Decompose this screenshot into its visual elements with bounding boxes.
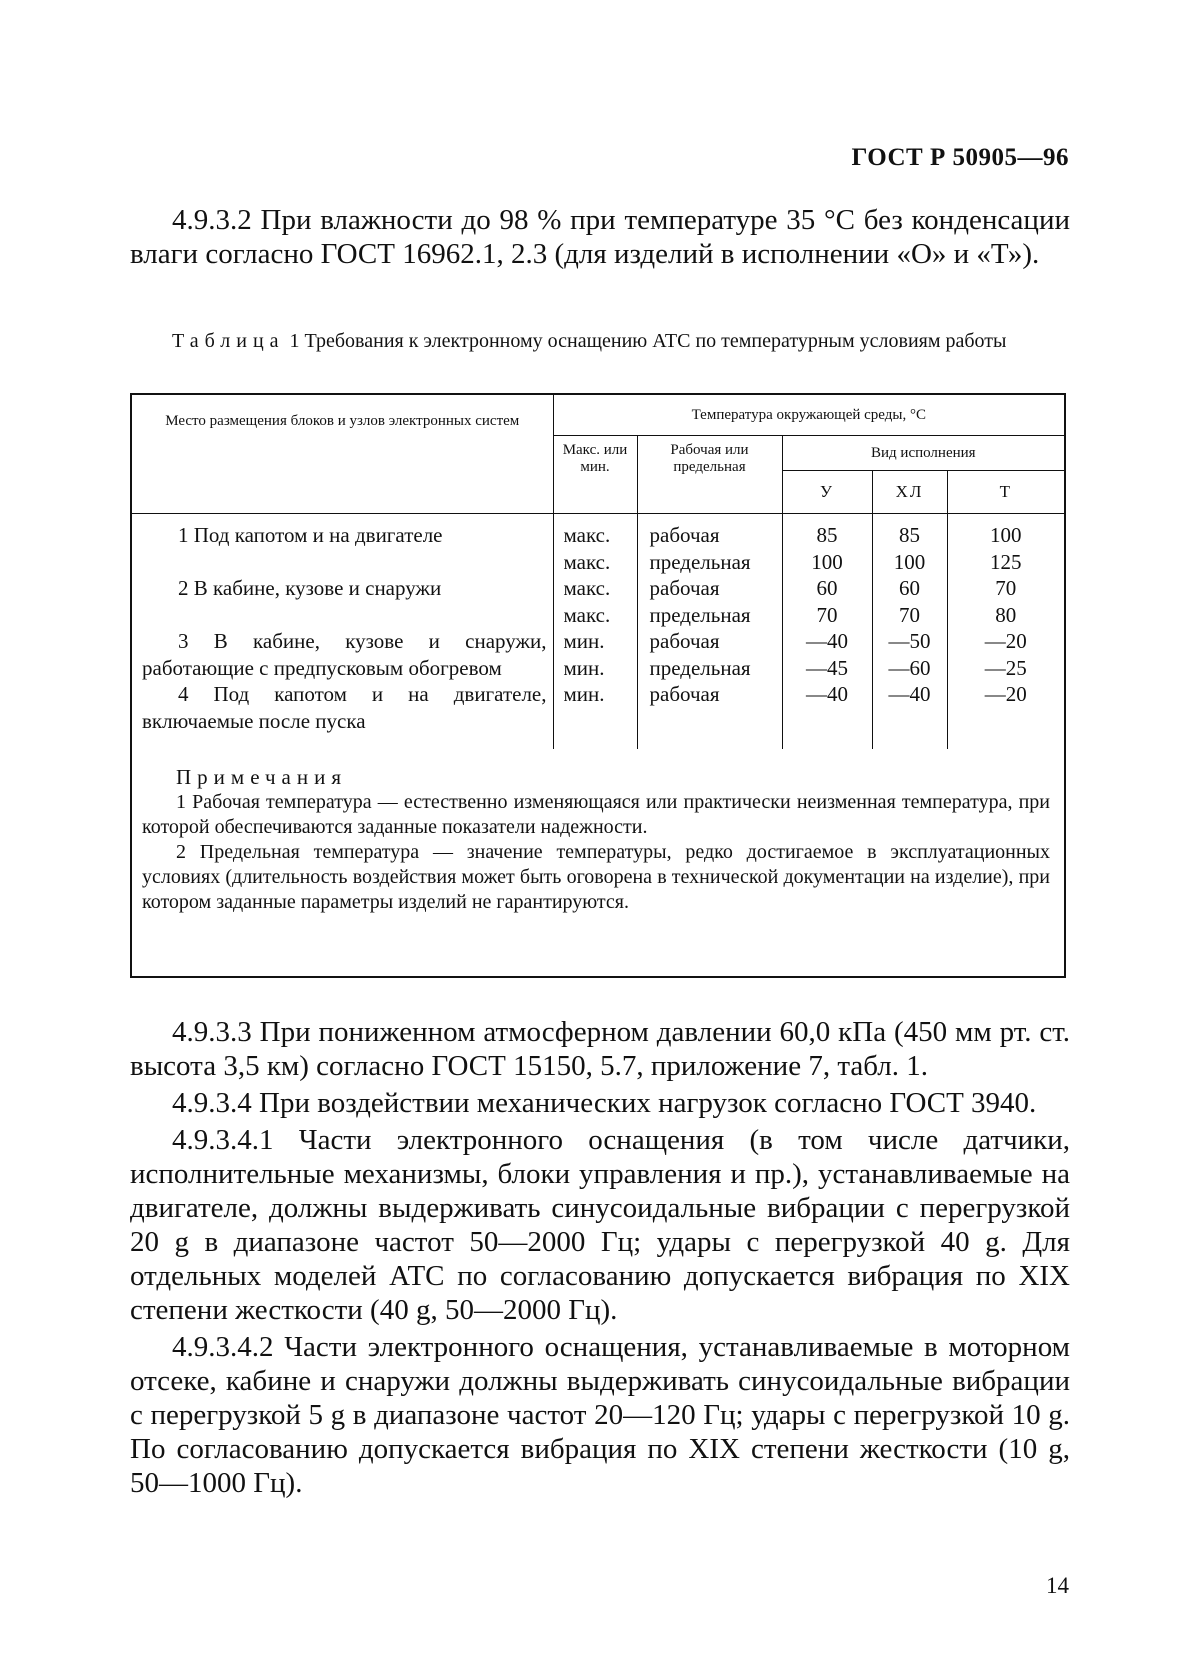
paragraph-4-9-3-2: 4.9.3.2 При влажности до 98 % при температуре 35 °С без конденсации влаги согласно ГОСТ 16962.1, 2.3 (для изделий в исполнении «О» и «Т»). bbox=[130, 204, 1070, 270]
table-cell: 70 bbox=[899, 602, 920, 627]
header-mode: Рабочая или предельная bbox=[637, 436, 782, 514]
note-1: 1 Рабочая температура — естественно изменяющаяся или практически неизменная температура, при которой обеспечиваются заданные показатели надежности. bbox=[142, 791, 1050, 838]
header-t: Т bbox=[947, 471, 1064, 514]
page-number: 14 bbox=[1046, 1573, 1069, 1598]
document-id: ГОСТ Р 50905—96 bbox=[851, 144, 1069, 171]
table-caption-text: 1 Требования к электронному оснащению АТС по температурным условиям работы bbox=[289, 330, 1007, 352]
table-cell: —40 bbox=[888, 682, 931, 706]
table-cell: —20 bbox=[984, 682, 1027, 706]
table-cell: рабочая bbox=[649, 682, 720, 706]
table-cell: предельная bbox=[649, 655, 751, 680]
header-max-min: Макс. или мин. bbox=[553, 436, 637, 514]
location-4: 4 Под капотом и на двигателе, включаемые после пуска bbox=[142, 682, 547, 733]
table-cell: 85 bbox=[899, 523, 920, 547]
table-cell: —45 bbox=[806, 655, 848, 680]
table-cell: —50 bbox=[888, 629, 931, 653]
table-cell: предельная bbox=[649, 602, 751, 627]
header-u: У bbox=[782, 471, 872, 514]
t-column bbox=[947, 514, 1064, 749]
header-location: Место размещения блоков и узлов электронных систем bbox=[132, 395, 553, 514]
table-notes bbox=[142, 765, 1050, 915]
table-cell: мин. bbox=[563, 682, 605, 706]
kind-column bbox=[553, 514, 637, 749]
mode-column bbox=[637, 514, 782, 749]
location-1: 1 Под капотом и на двигателе bbox=[178, 523, 443, 547]
table-cell: макс. bbox=[563, 523, 611, 547]
table-cell: —25 bbox=[984, 655, 1027, 680]
hl-column bbox=[872, 514, 947, 749]
location-2: 2 В кабине, кузове и снаружи bbox=[178, 576, 442, 600]
table-cell: —20 bbox=[984, 629, 1027, 653]
table-cell: макс. bbox=[563, 549, 611, 574]
table-cell: —40 bbox=[806, 682, 848, 706]
table-caption bbox=[130, 329, 1070, 354]
table-caption-label: Таблица bbox=[172, 330, 285, 352]
table-cell: 60 bbox=[899, 576, 920, 600]
table-cell: 70 bbox=[995, 576, 1017, 600]
table-cell: рабочая bbox=[649, 523, 720, 547]
paragraph-4-9-3-4-1: 4.9.3.4.1 Части электронного оснащения (в том числе датчики, исполнительные механизмы, блоки управления и пр.), устанавливаемые на двигателе, должны выдерживать синусоидальные вибрации с перегрузкой 20 g в диапазоне частот 50—2000 Гц; удары с перегрузкой 40 g. Для отдельных моделей АТС по согласованию допускается вибрация по XIX степени жесткости (40 g, 50—2000 Гц). bbox=[130, 1124, 1070, 1326]
paragraph-4-9-3-4: 4.9.3.4 При воздействии механических нагрузок согласно ГОСТ 3940. bbox=[172, 1087, 1037, 1119]
table-cell: 80 bbox=[995, 602, 1017, 627]
table-cell: —60 bbox=[888, 655, 931, 680]
table-cell: мин. bbox=[563, 629, 605, 653]
table-cell: —40 bbox=[806, 629, 848, 653]
table-cell: рабочая bbox=[649, 629, 720, 653]
paragraph-4-9-3-3: 4.9.3.3 При пониженном атмосферном давлении 60,0 кПа (450 мм рт. ст. высота 3,5 км) согласно ГОСТ 15150, 5.7, приложение 7, табл. 1. bbox=[130, 1016, 1070, 1082]
table-cell: макс. bbox=[563, 576, 611, 600]
header-temperature: Температура окружающей среды, °С bbox=[553, 395, 1064, 436]
table-cell: 125 bbox=[990, 549, 1022, 574]
table-cell: мин. bbox=[563, 655, 605, 680]
location-column bbox=[132, 514, 553, 749]
note-2: 2 Предельная температура — значение температуры, редко достигаемое в эксплуатационных условиях (длительность воздействия может быть оговорена в технической документации на изделие), при котором заданные параметры изделий не гарантируются. bbox=[142, 841, 1050, 913]
requirements-table bbox=[130, 393, 1066, 978]
table-cell: 100 bbox=[893, 549, 926, 574]
table-cell: 85 bbox=[816, 523, 838, 547]
header-hl: ХЛ bbox=[872, 471, 947, 514]
table-cell: предельная bbox=[649, 549, 751, 574]
body-text bbox=[130, 1015, 1070, 1503]
location-3: 3 В кабине, кузове и снаружи, работающие с предпусковым обогревом bbox=[142, 629, 547, 680]
u-column bbox=[782, 514, 872, 749]
paragraph-4-9-3-4-2: 4.9.3.4.2 Части электронного оснащения, устанавливаемые в моторном отсеке, кабине и снаружи должны выдерживать синусоидальные вибрации с перегрузкой 5 g в диапазоне частот 20—120 Гц; удары с перегрузкой 10 g. По согласованию допускается вибрация по XIX степени жесткости (10 g, 50—1000 Гц). bbox=[130, 1331, 1070, 1499]
table-cell: рабочая bbox=[649, 576, 720, 600]
table-cell: макс. bbox=[563, 602, 611, 627]
table-cell: 100 bbox=[990, 523, 1022, 547]
notes-title: Примечания bbox=[176, 765, 348, 789]
table-cell: 100 bbox=[811, 549, 843, 574]
table-cell: 70 bbox=[816, 602, 838, 627]
requirements-grid bbox=[132, 395, 1064, 749]
table-cell: 60 bbox=[816, 576, 838, 600]
header-variant: Вид исполнения bbox=[782, 436, 1064, 471]
